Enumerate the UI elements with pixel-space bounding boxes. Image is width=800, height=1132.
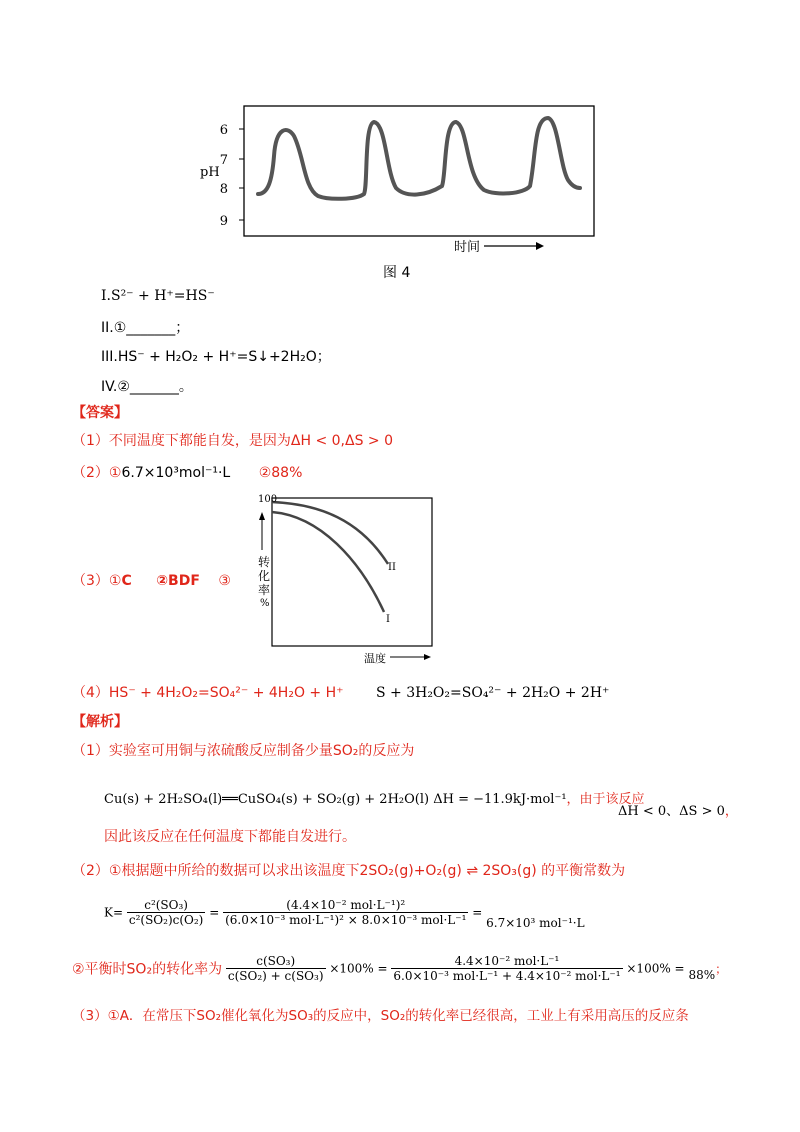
y-tick-label-7: 7 [219,153,228,168]
y-tick-label-6: 6 [219,123,228,138]
conv-fraction-1 [226,954,326,983]
answer-2-prefix: （2）① [72,465,122,481]
step-3: III.HS⁻ + H₂O₂ + H⁺=S↓+2H₂O； [101,349,331,365]
k-fraction-2 [223,898,468,927]
y-label-1: 转 [258,555,271,569]
answer-2-part2: ②88% [258,465,303,481]
y-arrow-head [259,512,265,520]
conv-times: ×100% = [329,961,388,976]
k-result: 6.7×10³ mol⁻¹·L [486,915,585,930]
answer-header: 【答案】 [72,405,128,421]
p3-prefix: ②平衡时SO₂的转化率为 [72,961,223,978]
x-arrow-head [424,654,431,660]
k-fraction-1 [127,898,206,927]
k-frac1-den: c²(SO₂)c(O₂) [128,913,204,927]
conv-frac2-den: 6.0×10⁻³ mol·L⁻¹ + 4.4×10⁻² mol·L⁻¹ [393,969,621,983]
analysis-p1-eq [104,788,645,807]
curve-I [272,512,384,612]
k-lhs: K= [104,905,124,920]
answer-3-prefix: （3）① [72,573,122,589]
answer-3-part3: ③ [218,573,231,589]
y-label-3: 率 [258,583,271,597]
curve-II-label: II [388,562,396,573]
ph-oscillation-curve [258,118,580,199]
y-tick-label-9: 9 [219,214,228,229]
figure-4 [196,96,606,256]
answer-chart [240,490,440,670]
step-2: II.①_______； [101,320,190,336]
x-axis-label: 时间 [454,240,481,255]
answer-2 [72,462,302,482]
analysis-p1: （1）实验室可用铜与浓硫酸反应制备少量SO₂的反应为 [72,743,415,759]
eq-tail: ，由于该反应 [566,792,645,807]
conversion-expression [72,954,727,983]
conv-result: 88% [688,967,716,982]
time-arrow-head [536,242,544,250]
analysis-header: 【解析】 [72,714,128,730]
figure-4-plot [196,96,606,256]
analysis-p4: （3）①A．在常压下SO₂催化氧化为SO₃的反应中，SO₂的转化率已经很高，工业上有采用高压的反应条 [72,1008,689,1024]
step-1: I.S²⁻ + H⁺=HS⁻ [101,288,215,304]
k-frac2-num: (4.4×10⁻² mol·L⁻¹)² [223,898,468,913]
answer-3 [72,570,231,590]
x-label: 温度 [364,652,386,665]
k-expression: K= $\frac{\text{c²(SO₃)}}{\text{c²(SO₂)c(O₂)}}$ = $\frac{\text{(4.4×10⁻² mol·L⁻¹)²}}{\text{(6.0×10⁻³ mol·L⁻¹)² × 8.0×10⁻³ mol·L⁻¹}}$ = 6.7×10³ mol⁻¹·L [104,898,585,930]
analysis-p1-conclusion: 因此该反应在任何温度下都能自发进行。 [104,829,356,845]
answer-4-text: （4）HS⁻ + 4H₂O₂=SO₄²⁻ + 4H₂O + H⁺ [72,685,344,701]
y-axis-label: pH [200,165,220,180]
k-frac1-num: c²(SO₃) [127,898,206,913]
answer-2-value1: 6.7×10³mol⁻¹·L [121,465,231,481]
answer-4b-text: S + 3H₂O₂=SO₄²⁻ + 2H₂O + 2H⁺ [375,685,610,701]
y-top-label: 100 [258,494,278,505]
curve-II [272,502,388,564]
y-tick-label-8: 8 [219,182,228,197]
chart-frame [272,498,432,646]
k-frac2-den: (6.0×10⁻³ mol·L⁻¹)² × 8.0×10⁻³ mol·L⁻¹ [225,913,467,927]
conv-fraction-2 [391,954,622,983]
step-4: IV.②_______。 [101,379,193,395]
analysis-p2: （2）①根据题中所给的数据可以求出该温度下2SO₂(g)+O₂(g) ⇌ 2SO₃(g) 的平衡常数为 [72,863,626,879]
condition-end: ， [724,804,738,819]
conv-result-prefix: ×100% = [626,961,685,976]
analysis-p1-cond [618,800,738,819]
answer-1: （1）不同温度下都能自发，是因为ΔH < 0,ΔS > 0 [72,433,394,449]
conversion-temperature-chart [240,490,440,670]
y-label-2: 化 [258,569,271,583]
conv-end: ； [715,962,728,976]
condition-text: ΔH < 0、ΔS > 0 [618,804,725,819]
conv-frac2-num: 4.4×10⁻² mol·L⁻¹ [391,954,622,969]
conv-frac1-num: c(SO₃) [226,954,326,969]
answer-3-c: C [121,573,132,589]
reaction-equation: Cu(s) + 2H₂SO₄(l)══CuSO₄(s) + SO₂(g) + 2H₂O(l) ΔH = −11.9kJ·mol⁻¹ [104,792,567,807]
conv-frac1-den: c(SO₂) + c(SO₃) [227,969,324,983]
answer-3-part2: ②BDF [156,573,200,589]
answer-4 [72,682,609,702]
y-label-4: % [260,598,270,609]
curve-I-label: I [386,614,390,625]
figure-caption: 图 4 [383,265,411,281]
